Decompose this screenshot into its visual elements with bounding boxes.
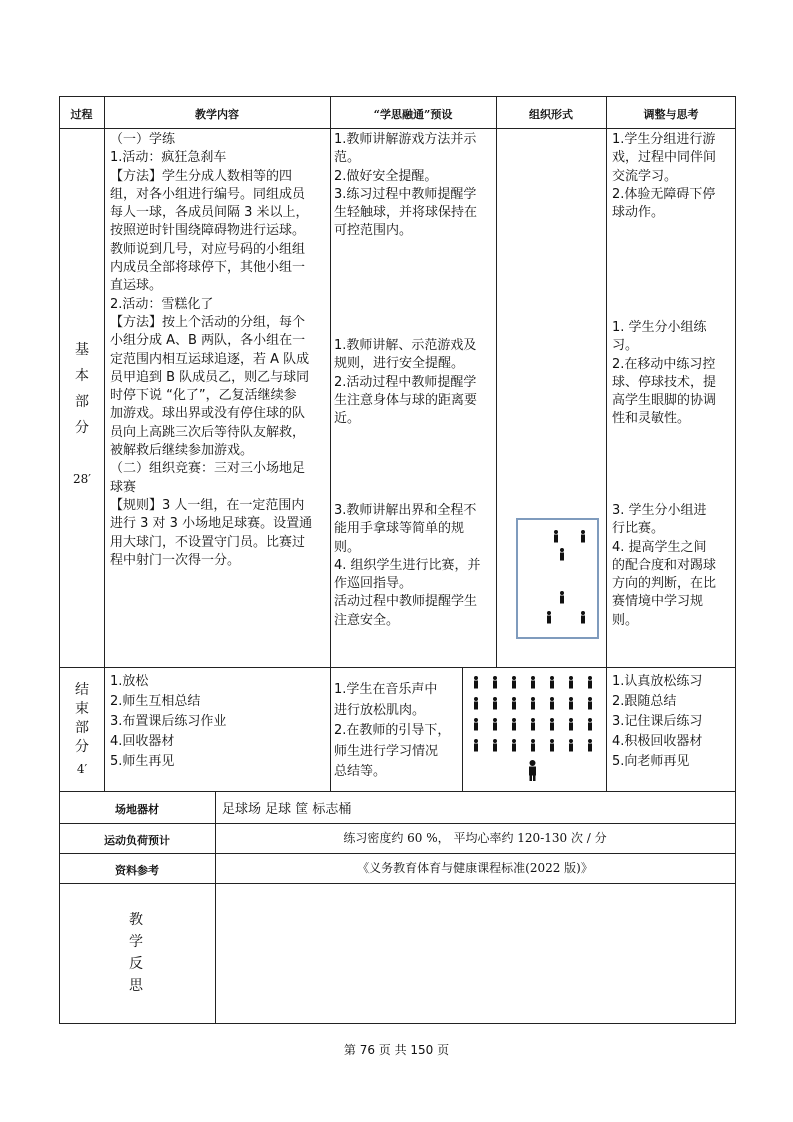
ending-time: 4′	[76, 762, 88, 776]
players-icon	[518, 520, 597, 637]
basic-preset-1: 1.教师讲解游戏方法并示 范。 2.做好安全提醒。 3.练习过程中教师提醒学 生轻触球，并将球保持在 可控范围内。	[334, 132, 478, 239]
page-number: 第 76 页 共 150 页	[343, 1043, 450, 1057]
formation-icon	[463, 668, 605, 790]
ending-adjust: 1.认真放松练习 2.跟随总结 3.记住课后练习 4.积极回收器材 5.向老师再见	[612, 674, 703, 769]
header-process: 过程	[70, 108, 93, 121]
header-organization: 组织形式	[529, 108, 573, 121]
basic-preset-3: 3.教师讲解出界和全程不 能用手拿球等简单的规 则。 4. 组织学生进行比赛，并 作巡回指导。 活动过程中教师提醒学生 注意安全。	[334, 503, 481, 628]
student-icon	[512, 718, 516, 731]
student-icon	[512, 697, 516, 710]
ending-content: 1.放松 2.师生互相总结 3.布置课后练习作业 4.回收器材 5.师生再见	[110, 674, 227, 769]
ending-label-char: 部	[75, 720, 89, 736]
student-icon	[569, 739, 573, 752]
student-icon	[550, 676, 554, 689]
basic-label-char: 分	[75, 420, 89, 436]
student-icon	[531, 697, 535, 710]
student-icon	[550, 739, 554, 752]
student-icon	[588, 676, 592, 689]
ending-label-char: 分	[75, 739, 89, 755]
basic-label-char: 本	[75, 368, 89, 384]
field-diagram	[516, 518, 599, 639]
student-icon	[588, 697, 592, 710]
basic-label-char: 基	[75, 342, 89, 358]
basic-preset-2: 1.教师讲解、示范游戏及 规则，进行安全提醒。 2.活动过程中教师提醒学 生注意身体与球的距离要 近。	[334, 338, 478, 427]
header-preset: “学思融通”预设	[373, 108, 453, 121]
student-icon	[474, 739, 478, 752]
student-icon	[493, 739, 497, 752]
header-content: 教学内容	[195, 108, 239, 121]
reflection-label-char: 学	[129, 934, 143, 950]
reflection-label-char: 教	[129, 912, 143, 928]
basic-adjust-3: 3. 学生分小组进 行比赛。 4. 提高学生之间 的配合度和对踢球 方向的判断，在比 赛情境中学习规 则。	[612, 503, 717, 628]
teacher-icon	[529, 760, 536, 781]
basic-adjust-2: 1. 学生分小组练 习。 2.在移动中练习控 球、停球技术，提 高学生眼脚的协调 性和灵敏性。	[612, 320, 717, 427]
load-label: 运动负荷预计	[104, 834, 170, 847]
reference-label: 资料参考	[115, 864, 159, 877]
student-icon	[569, 718, 573, 731]
venue-value: 足球场 足球 筐 标志桶	[222, 802, 352, 817]
basic-adjust-1: 1.学生分组进行游 戏，过程中同伴间 交流学习。 2.体验无障碍下停 球动作。	[612, 132, 717, 221]
student-icon	[474, 676, 478, 689]
student-icon	[588, 718, 592, 731]
student-icon	[474, 718, 478, 731]
ending-label-char: 束	[75, 701, 89, 717]
student-icon	[531, 676, 535, 689]
student-icon	[493, 676, 497, 689]
student-icon	[512, 676, 516, 689]
load-value: 练习密度约 60 %， 平均心率约 120-130 次 / 分	[343, 831, 607, 845]
student-icon	[550, 697, 554, 710]
reflection-label-char: 思	[129, 978, 143, 994]
header-adjustment: 调整与思考	[643, 108, 699, 121]
student-icon	[493, 718, 497, 731]
student-icon	[493, 697, 497, 710]
student-icon	[569, 697, 573, 710]
student-icon	[531, 718, 535, 731]
student-icon	[512, 739, 516, 752]
basic-label-char: 部	[75, 394, 89, 410]
student-icon	[474, 697, 478, 710]
student-icon	[569, 676, 573, 689]
reflection-label-char: 反	[129, 956, 143, 972]
student-icon	[550, 718, 554, 731]
student-icon	[531, 739, 535, 752]
basic-content: （一）学练 1.活动：疯狂急刹车 【方法】学生分成人数相等的四 组，对各小组进行编号。同组成员 每人一球，各成员间隔 3 米以上， 按照逆时针围绕障碍物进行运球。 教师说到几号，对应号码的小组组 内成员全部将球停下，其他小组一 直运球。 2.活动：雪糕化了 【方法】按上个活动的分组，每个 小组分成 A、B 两队，各小组在一 定范围内相互运球追逐，若 A 队成 员甲追到 B 队成员乙，则乙与球同 时停下说 “化了”，乙复活继续参 加游戏。球出界或没有停住球的队 员向上高跳三次后等待队友解救， 被解救后继续参加游戏。 （二）组织竞赛：三对三小场地足 球赛 【规则】3 人一组，在一定范围内 进行 3 对 3 小场地足球赛。设置通 用大球门，不设置守门员。比赛过 程中射门一次得一分。	[110, 132, 313, 568]
ending-label-char: 结	[75, 682, 89, 698]
basic-time: 28′	[73, 472, 91, 486]
reference-value: 《义务教育体育与健康课程标准(2022 版)》	[357, 861, 593, 875]
ending-preset: 1.学生在音乐声中 进行放松肌肉。 2.在教师的引导下， 师生进行学习情况 总结等。	[334, 682, 451, 779]
venue-label: 场地器材	[115, 803, 159, 816]
student-icon	[588, 739, 592, 752]
reflection-area	[216, 884, 735, 1023]
